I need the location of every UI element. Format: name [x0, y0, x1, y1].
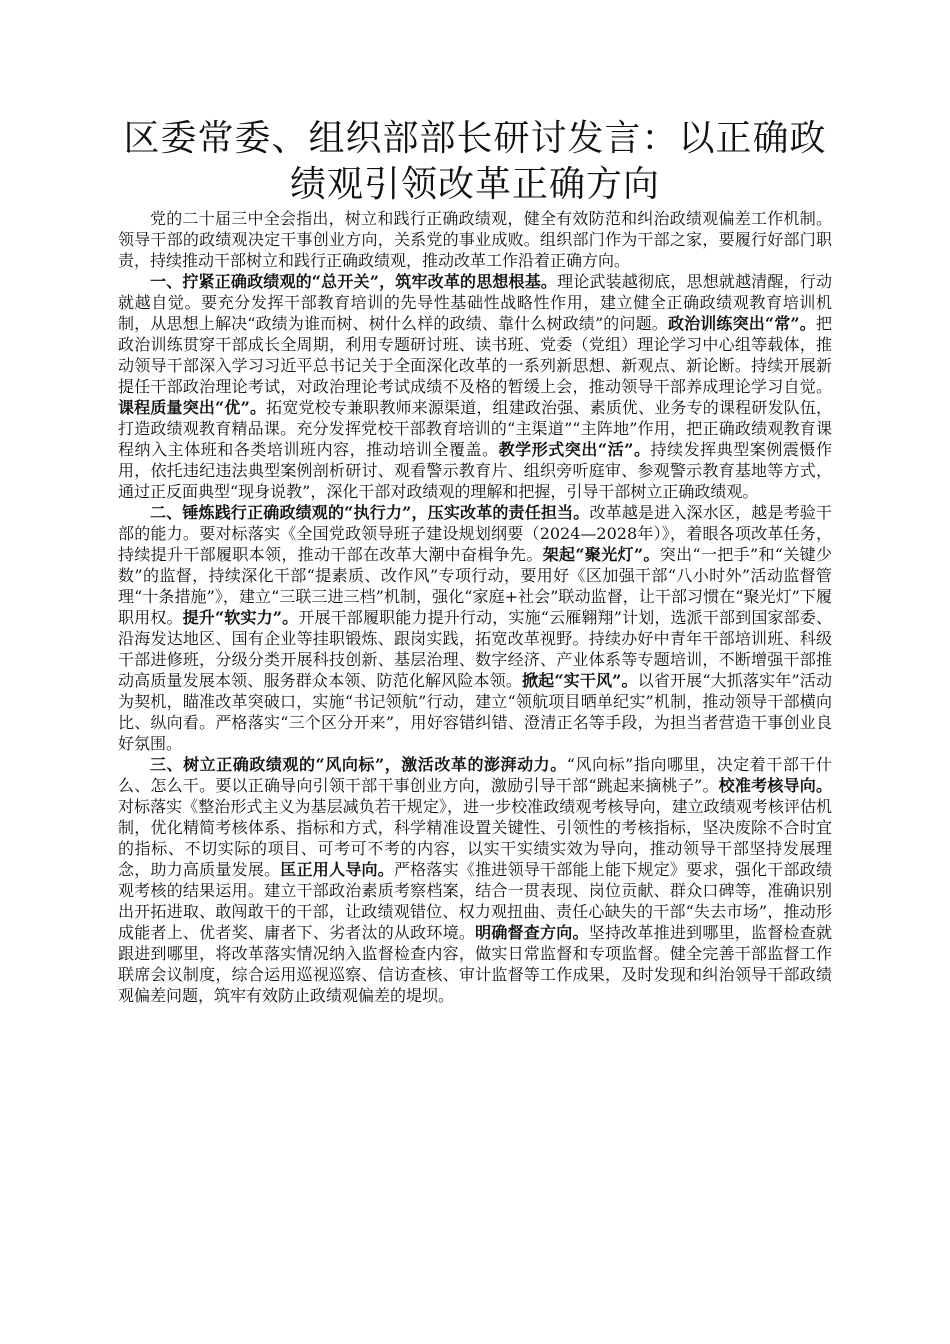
section-2-text-4: 以省开展“大抓落实年”活动为契机，瞄准改革突破口，实施“书记领航”行动，建立“领航项目晒单纪实”机制，推动领导干部横向比、纵向看。严格落实“三个区分开来”，用好容错纠错、澄清正名等手段，为担当者营造干事创业良好氛围。 — [118, 671, 832, 753]
document-title: 区委常委、组织部部长研讨发言：以正确政绩观引领改革正确方向 — [123, 118, 827, 205]
intro-paragraph: 党的二十届三中全会指出，树立和践行正确政绩观，健全有效防范和纠治政绩观偏差工作机制。领导干部的政绩观决定干事创业方向，关系党的事业成败。组织部门作为干部之家，要履行好部门职责，持续推动干部树立和践行正确政绩观，推动改革工作沿着正确方向。 — [118, 209, 832, 270]
section-1-paragraph — [118, 271, 832, 502]
section-1-text-3: 拓宽党校专兼职教师来源渠道，组建政治强、素质优、业务专的课程研发队伍，打造政绩观教育精品课。充分发挥党校干部教育培训的“主渠道”“主阵地”作用，把正确政绩观教育课程纳入主体班和各类培训班内容，推动培训全覆盖。 — [118, 398, 832, 459]
section-2-paragraph — [118, 502, 832, 754]
section-1-text-2: 把政治训练贯穿干部成长全周期，利用专题研讨班、读书班、党委（党组）理论学习中心组等载体，推动领导干部深入学习习近平总书记关于全面深化改革的一系列新思想、新观点、新论断。持续开展新提任干部政治理论考试，对政治理论考试成绩不及格的暂缓上会，推动领导干部养成理论学习自觉。 — [118, 314, 832, 396]
section-3-paragraph — [118, 754, 832, 1006]
section-3-text-1: “风向标”指向哪里，决定着干部干什么、怎么干。要以正确导向引领干部干事创业方向，激励引导干部“跳起来摘桃子”。 — [118, 755, 832, 795]
section-3-text-2: 对标落实《整治形式主义为基层减负若干规定》，进一步校准政绩观考核导向，建立政绩观考核评估机制，优化精简考核体系、指标和方式，科学精准设置关键性、引领性的考核指标，坚决废除不合时宜的指标、不切实际的项目、可考可不考的内容，以实干实绩实效为导向，推动领导干部坚持发展理念，助力高质量发展。 — [118, 797, 832, 879]
section-3-subheading-1: 校准考核导向。 — [718, 776, 832, 795]
section-3-text-4: 坚持改革推进到哪里，监督检查就跟进到哪里，将改革落实情况纳入监督检查内容，做实日常监督和专项监督。健全完善干部监督工作联席会议制度，综合运用巡视巡察、信访查核、审计监督等工作成果，及时发现和纠治领导干部政绩观偏差问题，筑牢有效防止政绩观偏差的堤坝。 — [118, 923, 832, 1005]
section-2-subheading-1: 架起“聚光灯”。 — [542, 545, 660, 564]
document-page — [118, 116, 832, 1006]
section-2-text-2: 突出“一把手”和“关键少数”的监督，持续深化干部“提素质、改作风”专项行动，要用好《区加强干部“八小时外”活动监督管理“十条措施”》，建立“三联三进三档”机制，强化“家庭+社会”联动监督，让干部习惯在“聚光灯”下履职用权。 — [118, 545, 832, 627]
section-2-text-1: 改革越是进入深水区，越是考验干部的能力。要对标落实《全国党政领导班子建设规划纲要（2024—2028年）》，着眼各项改革任务，持续提升干部履职本领，推动干部在改革大潮中奋楫争先。 — [118, 503, 832, 564]
section-3-subheading-3: 明确督查方向。 — [475, 923, 589, 942]
section-3-heading: 三、树立正确政绩观的“风向标”，激活改革的澎湃动力。 — [150, 755, 567, 774]
section-3-subheading-2: 匡正用人导向。 — [280, 860, 394, 879]
section-1-text-1: 理论武装越彻底，思想就越清醒，行动就越自觉。要充分发挥干部教育培训的先导性基础性战略性作用，建立健全正确政绩观教育培训机制，从思想上解决“政绩为谁而树、树什么样的政绩、靠什么树政绩”的问题。 — [118, 272, 832, 333]
section-1-subheading-1: 政治训练突出“常”。 — [667, 314, 816, 333]
section-1-subheading-3: 教学形式突出“活”。 — [498, 440, 651, 459]
section-1-heading: 一、拧紧正确政绩观的“总开关”，筑牢改革的思想根基。 — [150, 272, 558, 291]
section-2-subheading-3: 掀起“实干风”。 — [522, 671, 638, 690]
section-2-subheading-2: 提升“软实力”。 — [182, 608, 299, 627]
section-3-text-3: 严格落实《推进领导干部能上能下规定》要求，强化干部政绩观考核的结果运用。建立干部政治素质考察档案，结合一贯表现、岗位贡献、群众口碑等，准确识别出开拓进取、敢闯敢干的干部，让政绩观错位、权力观扭曲、责任心缺失的干部“失去市场”，推动形成能者上、优者奖、庸者下、劣者汰的从政环境。 — [118, 860, 832, 942]
section-1-text-4: 持续发挥典型案例震慑作用，依托违纪违法典型案例剖析研讨、观看警示教育片、组织旁听庭审、参观警示教育基地等方式，通过正反面典型“现身说教”，深化干部对政绩观的理解和把握，引导干部树立正确政绩观。 — [118, 440, 832, 501]
section-1-subheading-2: 课程质量突出“优”。 — [118, 398, 267, 417]
section-2-text-3: 开展干部履职能力提升行动，实施“云雁翱翔”计划，选派干部到国家部委、沿海发达地区、国有企业等挂职锻炼、跟岗实践，拓宽改革视野。持续办好中青年干部培训班、科级干部进修班，分级分类开展科技创新、基层治理、数字经济、产业体系等专题培训，不断增强干部推动高质量发展本领、服务群众本领、防范化解风险本领。 — [118, 608, 832, 690]
section-2-heading: 二、锤炼践行正确政绩观的“执行力”，压实改革的责任担当。 — [150, 503, 590, 522]
